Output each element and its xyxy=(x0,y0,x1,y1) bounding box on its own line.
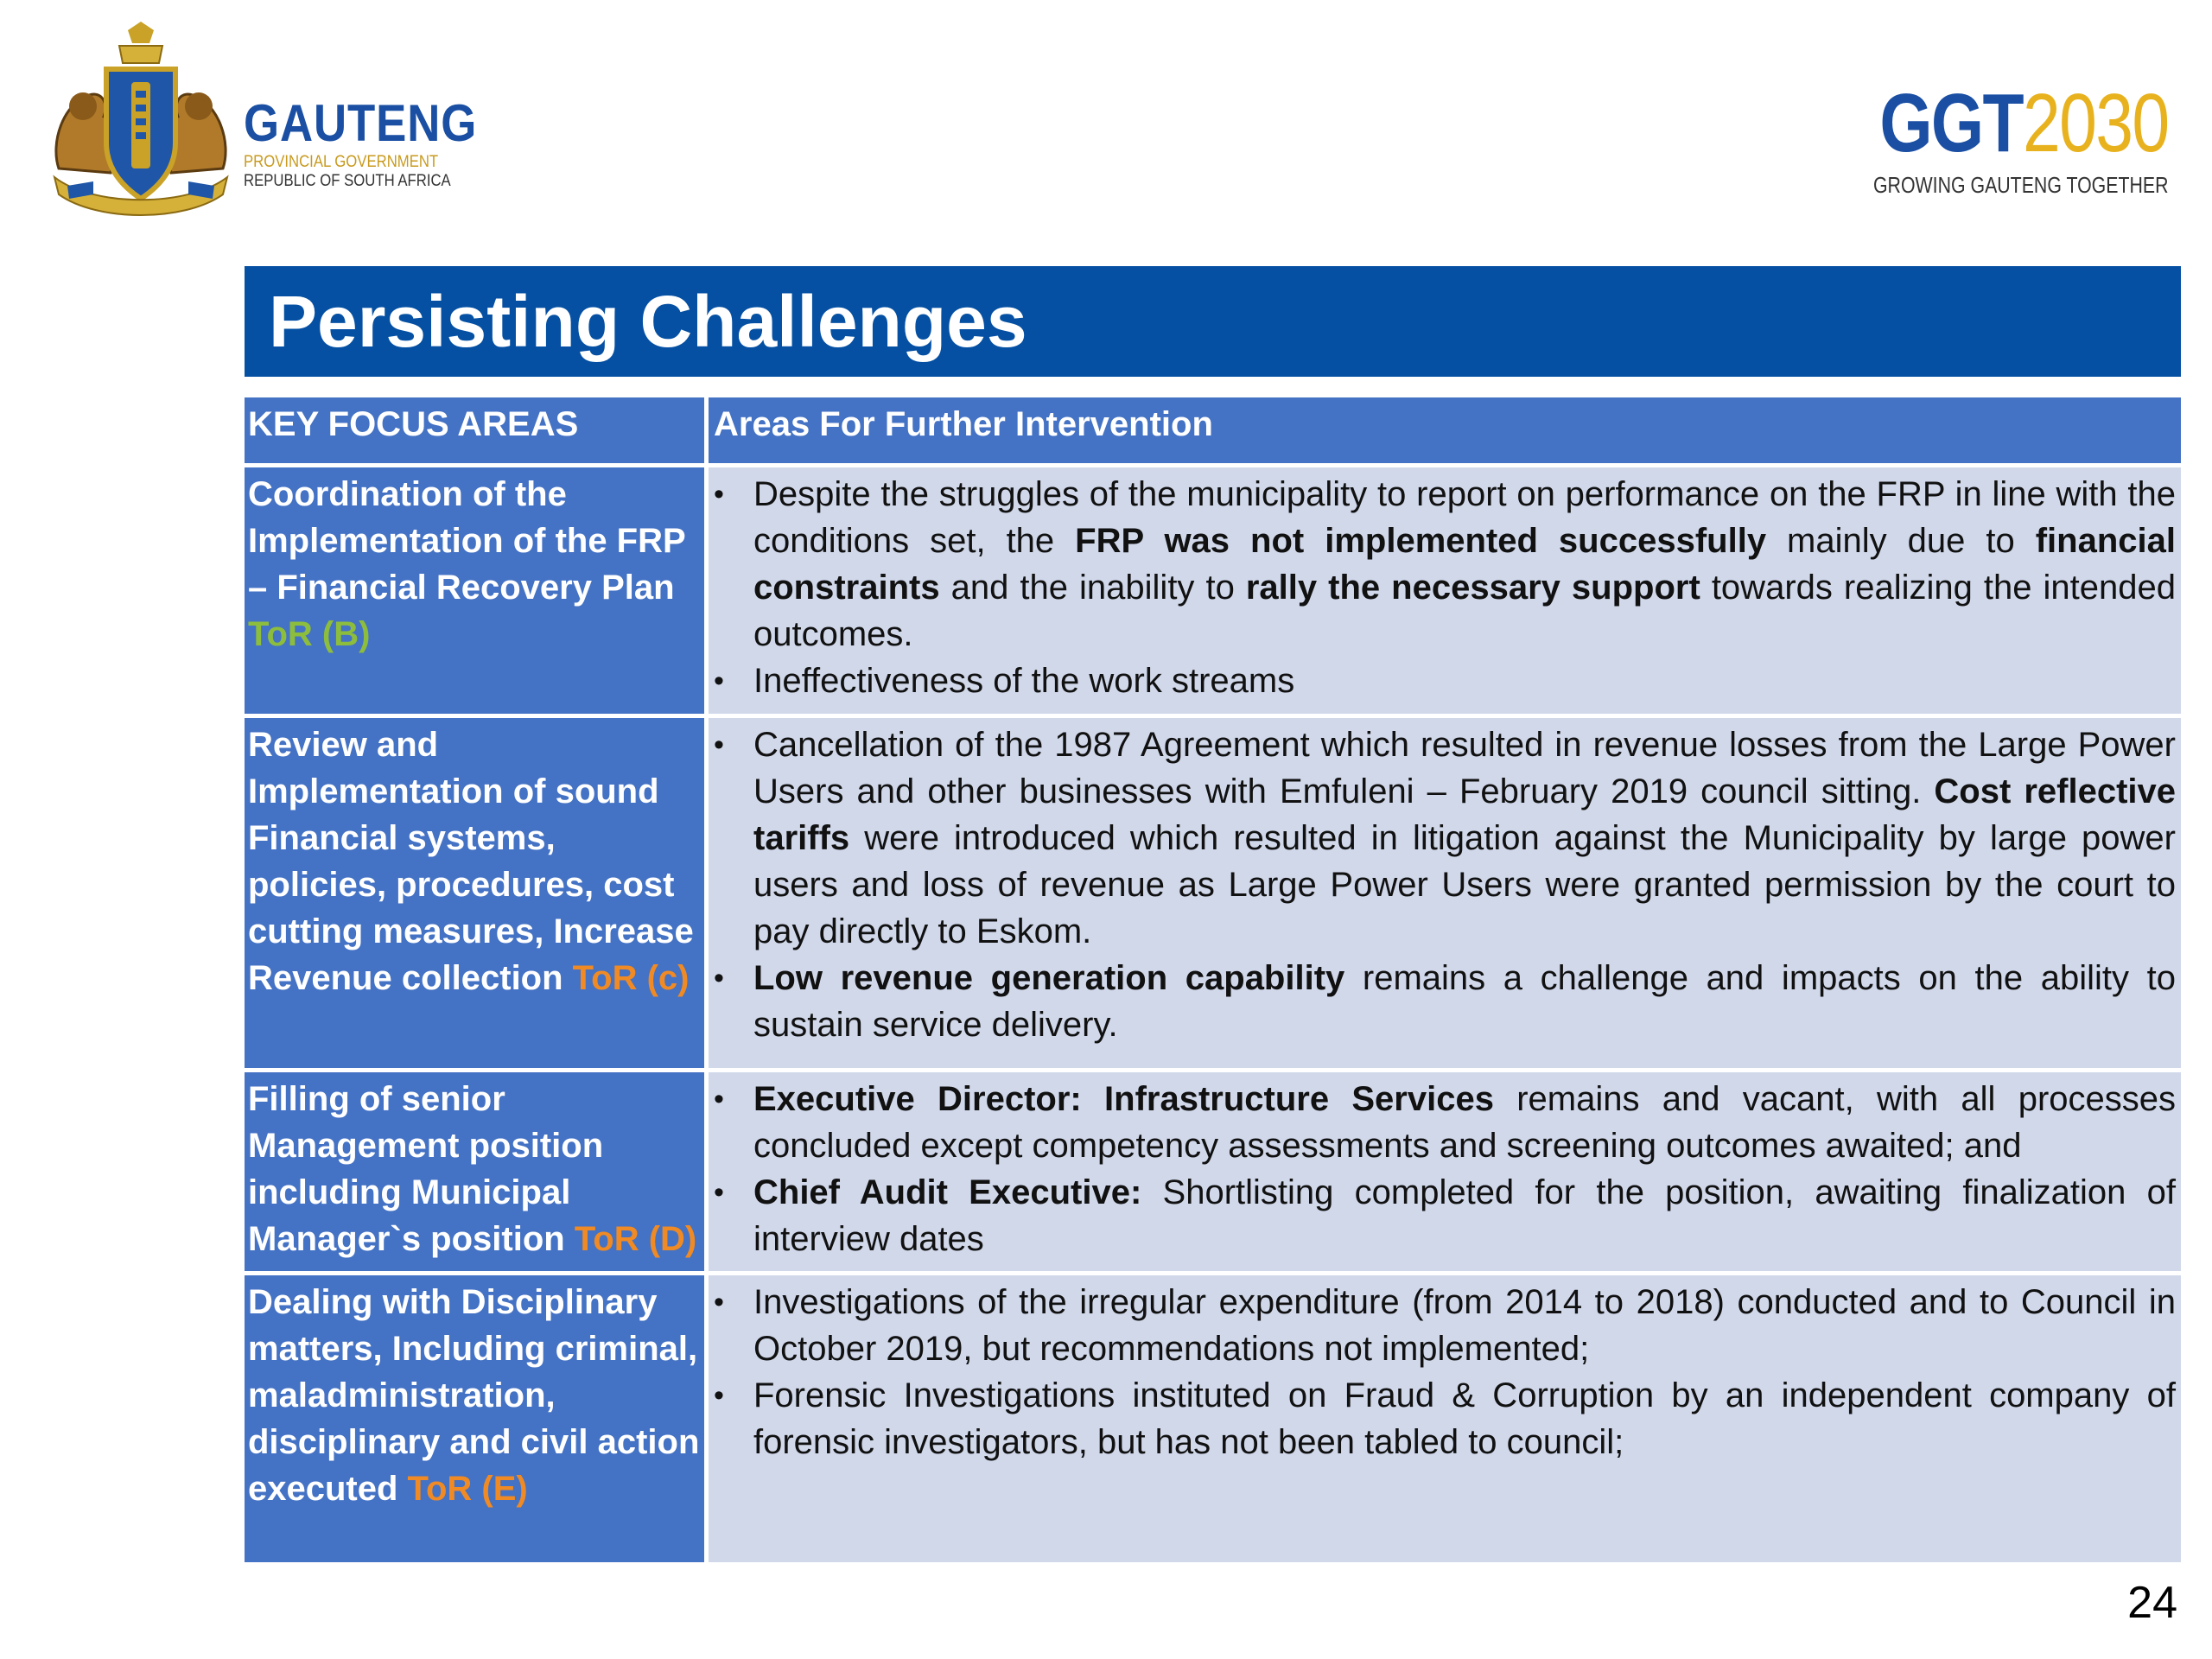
text-run: remains and vacant, with all processes concluded except competency assessments and screening outcomes awaited; and xyxy=(753,1080,2177,1165)
bullet-item xyxy=(714,1372,2176,1465)
bullet-item xyxy=(714,471,2176,658)
text-run: Despite the struggles of the municipality to report on performance on the FRP in line with the conditions set, the xyxy=(753,475,2176,560)
title-bar xyxy=(245,266,2181,377)
bold-text: FRP was not implemented successfully xyxy=(1075,522,1767,560)
focus-area-cell xyxy=(245,1275,704,1562)
gauteng-logo-subtitle: PROVINCIAL GOVERNMENT xyxy=(244,153,439,171)
tor-label: ToR (D) xyxy=(574,1220,697,1258)
bullet-item xyxy=(714,1169,2176,1262)
bullet-list xyxy=(714,1076,2176,1262)
bullet-item xyxy=(714,721,2176,955)
bold-text: Executive Director: Infrastructure Services xyxy=(753,1080,1494,1118)
text-run: Shortlisting completed for the position, awaiting finalization of interview dates xyxy=(753,1173,2176,1258)
challenges-table xyxy=(245,397,2181,1567)
bold-text: Cost reflective tariffs xyxy=(753,772,2176,857)
focus-area-text: Dealing with Disciplinary matters, Including criminal, maladministration, disciplinary and civil action executed xyxy=(248,1283,700,1508)
page-number: 24 xyxy=(2127,1578,2177,1628)
tor-label: ToR (E) xyxy=(407,1470,528,1508)
gauteng-logo-title: GAUTENG xyxy=(244,94,478,152)
bullet-list xyxy=(714,1279,2176,1465)
text-run: Cancellation of the 1987 Agreement which resulted in revenue losses from the Large Power Users and other businesses with Emfuleni – February 2019 council sitting. xyxy=(753,726,2176,810)
ggt2030-logo xyxy=(1808,77,2169,199)
intervention-cell xyxy=(709,1275,2181,1562)
focus-area-cell xyxy=(245,467,704,714)
text-run: remains a challenge and impacts on the ability to sustain service delivery. xyxy=(753,959,2176,1044)
bold-text: Low revenue generation capability xyxy=(753,959,1345,997)
focus-area-cell xyxy=(245,1072,704,1271)
intervention-cell xyxy=(709,718,2181,1068)
bullet-list xyxy=(714,721,2176,1048)
text-run: Forensic Investigations instituted on Fraud & Corruption by an independent company of forensic investigators, but has not been tabled to council; xyxy=(753,1376,2176,1461)
text-run: and the inability to xyxy=(939,569,1246,607)
table-row xyxy=(245,467,2181,714)
bullet-item xyxy=(714,1076,2176,1169)
ggt-part: GGT xyxy=(1879,77,2024,169)
header-key-focus-areas: KEY FOCUS AREAS xyxy=(245,397,704,463)
focus-area-text: Coordination of the Implementation of the FRP – Financial Recovery Plan xyxy=(248,475,685,607)
bullet-item xyxy=(714,955,2176,1048)
table-row xyxy=(245,1275,2181,1562)
coat-of-arms-icon xyxy=(41,22,240,220)
gauteng-logo xyxy=(35,22,478,220)
header-areas-intervention: Areas For Further Intervention xyxy=(709,397,2181,463)
table-row xyxy=(245,718,2181,1068)
bold-text: rally the necessary support xyxy=(1245,569,1700,607)
bold-text: Chief Audit Executive: xyxy=(753,1173,1142,1211)
text-run: Ineffectiveness of the work streams xyxy=(753,662,1295,700)
bold-text: financial constraints xyxy=(753,522,2176,607)
intervention-cell xyxy=(709,1072,2181,1271)
text-run: Investigations of the irregular expenditure (from 2014 to 2018) conducted and to Council in October 2019, but recommendations not implemented; xyxy=(753,1283,2176,1368)
table-row xyxy=(245,1072,2181,1271)
text-run: towards realizing the intended outcomes. xyxy=(753,569,2177,653)
focus-area-text: Filling of senior Management position including Municipal Manager`s position xyxy=(248,1080,604,1258)
text-run: mainly due to xyxy=(1766,522,2036,560)
intervention-cell xyxy=(709,467,2181,714)
ggt2030-wordmark xyxy=(1873,77,2169,169)
bullet-item xyxy=(714,658,2176,704)
gauteng-logo-subtitle2: REPUBLIC OF SOUTH AFRICA xyxy=(244,172,451,190)
tor-label: ToR (B) xyxy=(248,615,371,653)
slide-title: Persisting Challenges xyxy=(269,281,1027,362)
tor-label: ToR (c) xyxy=(572,959,690,997)
focus-area-text: Review and Implementation of sound Financial systems, policies, procedures, cost cutting measures, Increase Revenue collection xyxy=(248,726,694,997)
bullet-list xyxy=(714,471,2176,704)
text-run: were introduced which resulted in litigation against the Municipality by large power users and loss of revenue as Large Power Users were granted permission by the court to pay directly to Eskom. xyxy=(753,819,2176,950)
table-header-row xyxy=(245,397,2181,463)
ggt2030-tagline: GROWING GAUTENG TOGETHER xyxy=(1873,172,2169,198)
focus-area-cell xyxy=(245,718,704,1068)
year-part: 2030 xyxy=(2023,77,2169,169)
bullet-item xyxy=(714,1279,2176,1372)
